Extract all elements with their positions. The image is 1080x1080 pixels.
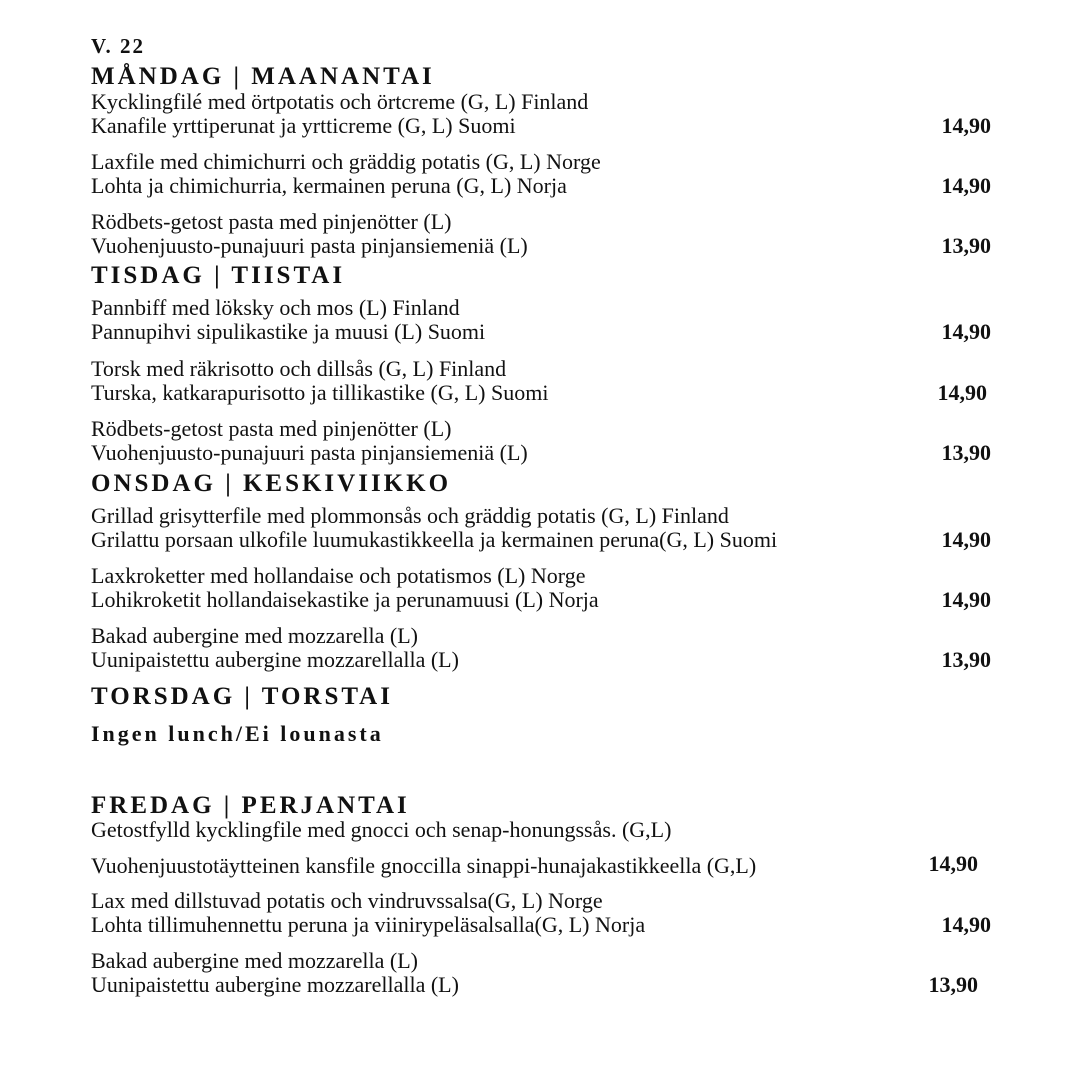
item-name-fi: Pannupihvi sipulikastike ja muusi (L) Suomi [91,319,486,344]
item-name-fi: Vuohenjuusto-punajuuri pasta pinjansiemeniä (L) [91,440,528,465]
item-price: 14,90 [941,319,991,344]
menu-item [91,889,991,937]
item-name-fi: Vuohenjuusto-punajuuri pasta pinjansiemeniä (L) [91,233,528,258]
item-price: 14,90 [941,527,991,552]
item-name-fi: Vuohenjuustotäytteinen kansfile gnoccilla sinappi-hunajakastikkeella (G,L) [91,853,757,878]
menu-item [91,949,991,997]
item-name-sv: Rödbets-getost pasta med pinjenötter (L) [91,209,452,234]
day-heading-friday: FREDAG | PERJANTAI [91,792,410,819]
menu-item [91,210,991,258]
item-price: 13,90 [941,647,991,672]
item-price: 13,90 [941,440,991,465]
menu-item [91,624,991,672]
item-name-fi: Kanafile yrttiperunat ja yrtticreme (G, L) Suomi [91,113,516,138]
item-name-fi: Uunipaistettu aubergine mozzarellalla (L) [91,972,459,997]
day-heading-wednesday: ONSDAG | KESKIVIIKKO [91,470,452,497]
item-price: 14,90 [941,587,991,612]
week-label: V. 22 [91,34,145,58]
menu-item [91,90,991,138]
item-name-fi: Grilattu porsaan ulkofile luumukastikkeella ja kermainen peruna(G, L) Suomi [91,527,778,552]
menu-item [91,504,991,552]
menu-item [91,417,991,465]
menu-item [91,150,991,198]
item-name-fi: Lohta tillimuhennettu peruna ja viinirypeläsalsalla(G, L) Norja [91,912,646,937]
menu-item [91,296,991,344]
item-name-sv: Bakad aubergine med mozzarella (L) [91,948,418,973]
item-name-sv: Laxfile med chimichurri och gräddig potatis (G, L) Norge [91,149,601,174]
menu-item [91,357,991,405]
item-name-sv: Kycklingfilé med örtpotatis och örtcreme (G, L) Finland [91,89,589,114]
no-lunch-note: Ingen lunch/Ei lounasta [91,721,384,746]
item-price: 14,90 [928,851,978,876]
item-price: 13,90 [941,233,991,258]
item-name-sv: Rödbets-getost pasta med pinjenötter (L) [91,416,452,441]
item-name-fi: Lohta ja chimichurria, kermainen peruna (G, L) Norja [91,173,567,198]
item-name-sv: Getostfylld kycklingfile med gnocci och senap-honungssås. (G,L) [91,817,672,842]
item-name-sv: Bakad aubergine med mozzarella (L) [91,623,418,648]
menu-item [91,564,991,612]
item-price: 14,90 [941,113,991,138]
day-heading-thursday: TORSDAG | TORSTAI [91,683,393,710]
item-price: 13,90 [928,972,978,997]
item-name-fi: Uunipaistettu aubergine mozzarellalla (L) [91,647,459,672]
item-name-sv: Laxkroketter med hollandaise och potatismos (L) Norge [91,563,586,588]
item-name-sv: Torsk med räkrisotto och dillsås (G, L) Finland [91,356,507,381]
day-heading-tuesday: TISDAG | TIISTAI [91,262,346,289]
item-name-fi: Turska, katkarapurisotto ja tillikastike (G, L) Suomi [91,380,549,405]
item-name-sv: Grillad grisytterfile med plommonsås och gräddig potatis (G, L) Finland [91,503,729,528]
item-price: 14,90 [937,380,987,405]
menu-item [91,818,991,878]
item-price: 14,90 [941,173,991,198]
item-price: 14,90 [941,912,991,937]
day-heading-monday: MÅNDAG | MAANANTAI [91,63,435,90]
item-name-sv: Lax med dillstuvad potatis och vindruvssalsa(G, L) Norge [91,888,603,913]
item-name-fi: Lohikroketit hollandaisekastike ja perunamuusi (L) Norja [91,587,599,612]
item-name-sv: Pannbiff med löksky och mos (L) Finland [91,295,460,320]
